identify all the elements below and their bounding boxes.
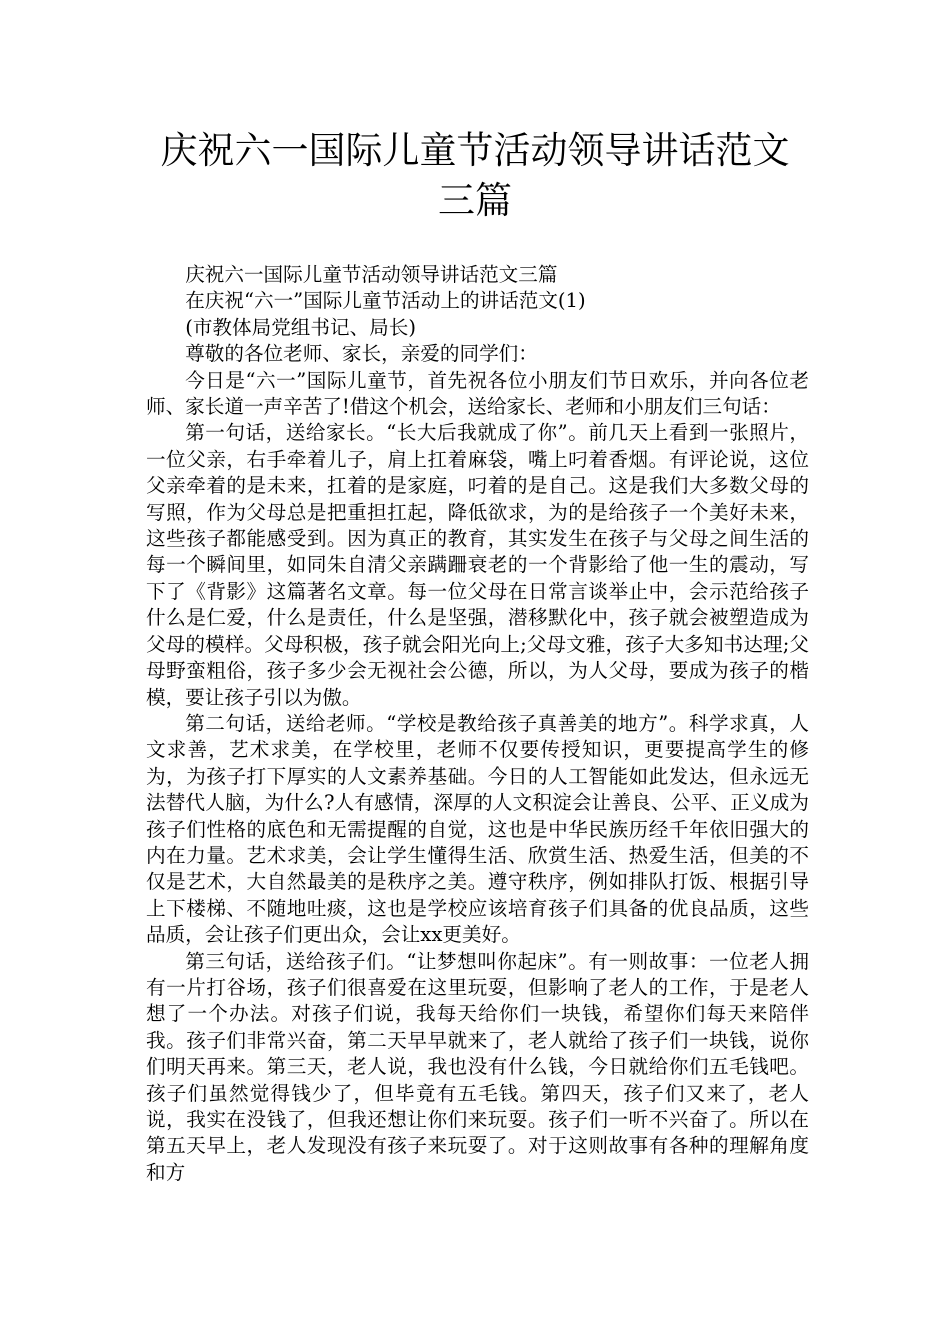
- document-body: [146, 262, 809, 1186]
- paragraph-salutation: 尊敬的各位老师、家长，亲爱的同学们：: [185, 342, 538, 366]
- paragraph-subtitle: 在庆祝“六一”国际儿童节活动上的讲话范文(1): [185, 289, 586, 313]
- paragraph-heading: 庆祝六一国际儿童节活动领导讲话范文三篇: [185, 263, 558, 286]
- paragraph-children: 第三句话，送给孩子们。“让梦想叫你起床”。有一则故事：一位老人拥有一片打谷场，孩子们很喜爱在这里玩耍，但影响了老人的工作，于是老人想了一个办法。对孩子们说，我每天给你们一块钱，希望你们每天来陪伴我。孩子们非常兴奋，第二天早早就来了，老人就给了孩子们一块钱，说你们明天再来。第三天，老人说，我也没有什么钱，今日就给你们五毛钱吧。孩子们虽然觉得钱少了，但毕竟有五毛钱。第四天，孩子们又来了，老人说，我实在没钱了，但我还想让你们来玩耍。孩子们一听不兴奋了。所以在第五天早上，老人发现没有孩子来玩耍了。对于这则故事有各种的理解角度和方: [146, 949, 809, 1184]
- paragraph-speaker: (市教体局党组书记、局长): [185, 315, 417, 339]
- paragraph-parents: 第一句话，送给家长。“长大后我就成了你”。前几天上看到一张照片，一位父亲，右手牵着儿子，肩上扛着麻袋，嘴上叼着香烟。有评论说，这位父亲牵着的是未来，扛着的是家庭，叼着的是自己。这是我们大多数父母的写照，作为父母总是把重担扛起，降低欲求，为的是给孩子一个美好未来，这些孩子都能感受到。因为真正的教育，其实发生在孩子与父母之间生活的每一个瞬间里，如同朱自清父亲蹒跚衰老的一个背影给了他一生的震动，写下了《背影》这篇著名文章。每一位父母在日常言谈举止中，会示范给孩子什么是仁爱，什么是责任，什么是坚强，潜移默化中，孩子就会被塑造成为父母的模样。父母积极，孩子就会阳光向上;父母文雅，孩子大多知书达理;父母野蛮粗俗，孩子多少会无视社会公德，所以，为人父母，要成为孩子的楷模，要让孩子引以为傲。: [146, 421, 809, 709]
- document-title: 庆祝六一国际儿童节活动领导讲话范文三篇: [160, 129, 790, 222]
- paragraph-intro: 今日是“六一”国际儿童节，首先祝各位小朋友们节日欢乐，并向各位老师、家长道一声辛苦了!借这个机会，送给家长、老师和小朋友们三句话：: [146, 368, 809, 419]
- paragraph-teachers: 第二句话，送给老师。“学校是教给孩子真善美的地方”。科学求真，人文求善，艺术求美，在学校里，老师不仅要传授知识，更要提高学生的修为，为孩子打下厚实的人文素养基础。今日的人工智能如此发达，但永远无法替代人脑，为什么?人有感情，深厚的人文积淀会让善良、公平、正义成为孩子们性格的底色和无需提醒的自觉，这也是中华民族历经千年依旧强大的内在力量。艺术求美，会让学生懂得生活、欣赏生活、热爱生活，但美的不仅是艺术，大自然最美的是秩序之美。遵守秩序，例如排队打饭、根据引导上下楼梯、不随地吐痰，这也是学校应该培育孩子们具备的优良品质，这些品质，会让孩子们更出众，会让xx更美好。: [146, 711, 809, 947]
